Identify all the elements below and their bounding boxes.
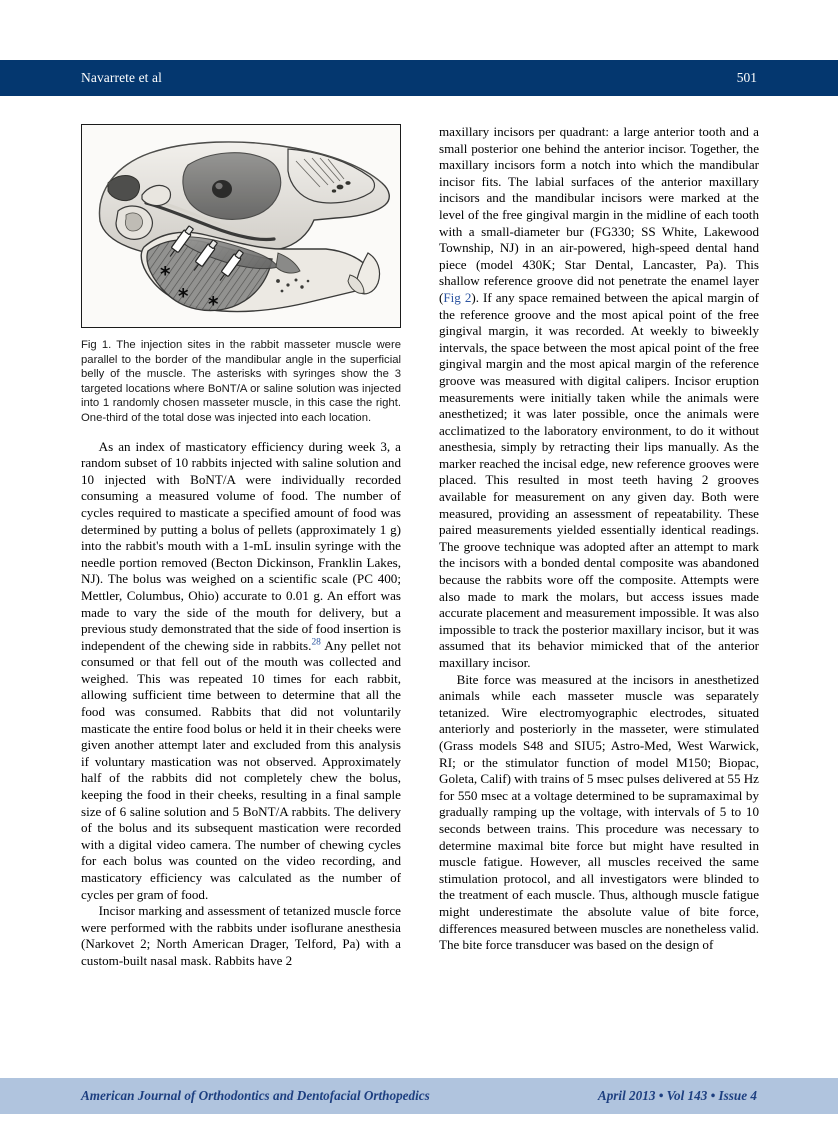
left-paragraph-1-text-a: As an index of masticatory efficiency during week 3, a random subset of 10 rabbits injected with saline solution and 10 injected with BoNT/A were individually recorded consuming a measured volume of food. The number of cycles required to masticate a specified amount of food was determined by putting a bolus of pellets (approximately 1 g) into the rabbit's mouth with a 1-mL insulin syringe with the needle portion removed (Becton Dickinson, Franklin Lakes, NJ). The bolus was weighed on a scientific scale (PC 400; Mettler, Columbus, Ohio) accurate to 0.01 g. An effort was made to vary the side of the mouth for delivery, but a previous study demonstrated that the side of food insertion is independent of the chewing side in rabbits. (81, 438, 401, 653)
right-paragraph-1-text-a: maxillary incisors per quadrant: a large anterior tooth and a small posterior one behind the anterior incisor. Together, the maxillary incisors form a notch into which the mandibular incisor fits. The labial surfaces of the anterior maxillary incisors and the mandibular incisors were marked at the level of the free gingival margin in the midline of each tooth with a small-diameter bur (FG330; SS White, Lakewood Township, NJ) in an air-powered, high-speed dental hand piece (model 430K; Star Dental, Lancaster, Pa). This shallow reference groove did not penetrate the enamel layer ( (439, 124, 759, 305)
right-paragraph-1 (439, 124, 759, 672)
right-paragraph-2: Bite force was measured at the incisors in anesthetized animals while each masseter muscle was separately tetanized. Wire electromyographic electrodes, situated anteriorly and posteriorly in the masseter, were stimulated (Grass models S48 and SIU5; Astro-Med, West Warwick, RI; or the stimulator function of model M150; Biopac, Goleta, Calif) with trains of 5 msec pulses delivered at 55 Hz for 550 msec at a voltage determined to be supramaximal by gradually ramping up the voltage, with intervals of 5 to 10 seconds between trains. This procedure was necessary to determine maximal bite force but might have resulted in muscle fatigue. However, all muscles received the same stimulation protocol, and all investigators were blinded to the treatment of each muscle. Thus, although muscle fatigue might underestimate the absolute value of bite force, differences measured between muscles are nonetheless valid. The bite force transducer was based on the design of (439, 671, 759, 953)
rabbit-skull-illustration (82, 125, 400, 327)
asterisk-marker-3: * (208, 292, 219, 316)
left-paragraph-1-text-b: Any pellet not consumed or that fell out of the mouth was collected and weighed. This was repeated 10 times for each rabbit, allowing sufficient time between to determine that all the food was consumed. Rabbits that did not voluntarily masticate the entire food bolus or held it in their cheeks were given another attempt later and excluded from this analysis if voluntary mastication was not observed. Approximately half of the rabbits did not completely chew the bolus, keeping the food in their cheeks, resulting in a final sample size of 6 saline solution and 5 BoNT/A rabbits. The delivery of the bolus and its subsequent mastication were recorded with a digital video camera. The number of chewing cycles for each bolus was counted on the video recording, and masticatory efficiency was calculated as the number of cycles per gram of food. (81, 637, 401, 902)
figure-1-caption: Fig 1. The injection sites in the rabbit masseter muscle were parallel to the border of the mandibular angle in the superficial belly of the muscle. The asterisks with syringes show the 3 targeted locations where BoNT/A or saline solution was injected into 1 randomly chosen masseter muscle, in this case the right. One-third of the total dose was injected into each location. (81, 339, 401, 424)
right-paragraph-1-text-b: ). If any space remained between the apical margin of the reference groove and the most apical point of the free gingival margin, it was recorded. At weekly to biweekly intervals, the space between the most apical point of the free gingival margin and the most apical margin of the reference groove was measured with digital calipers. Incisor eruption measurements were initially taken while the animals were anesthetized; it was later possible, once the animals were acclimatized to the laboratory environment, to do it without anesthesia, simply by retracting their lips manually. As the marker reached the incisal edge, new reference grooves were placed. This resulted in most teeth having 2 grooves available for measurement on any given day. Both were measured, providing an assessment of repeatability. These paired measurements yielded essentially identical readings. The groove technique was adopted after an attempt to mark the incisors with a bonded dental composite was abandoned because the rabbits wore off the composite. Attempts were also made to mark the molars, but access issues made accurate placement and measurement impossible. It was also impossible to track the posterior maxillary incisor, but it was assumed that its behavior mimicked that of the anterior maxillary incisor. (439, 289, 760, 670)
reference-link-28[interactable]: 28 (311, 637, 321, 648)
left-paragraph-2: Incisor marking and assessment of tetanized muscle force were performed with the rabbits under isoflurane anesthesia (Narkovet 2; North American Drager, Telford, Pa) with a custom-built nasal mask. Rabbits have 2 (81, 903, 401, 968)
figure-1-image (81, 124, 401, 328)
figure-2-link[interactable]: Fig 2 (443, 289, 472, 305)
footer-issue-line: April 2013 • Vol 143 • Issue 4 (597, 1088, 757, 1103)
article-body (81, 124, 759, 1044)
running-head-author: Navarrete et al (81, 70, 162, 85)
page-running-head-bar (0, 60, 838, 96)
page-footer-bar (0, 1078, 838, 1114)
figure-1 (81, 124, 401, 426)
column-left (81, 124, 401, 970)
left-paragraph-1 (81, 439, 401, 904)
asterisk-marker-2: * (178, 284, 189, 308)
column-right (439, 124, 759, 954)
footer-journal-name: American Journal of Orthodontics and Dentofacial Orthopedics (81, 1088, 430, 1103)
page-number: 501 (736, 70, 757, 85)
asterisk-marker-1: * (160, 262, 171, 286)
